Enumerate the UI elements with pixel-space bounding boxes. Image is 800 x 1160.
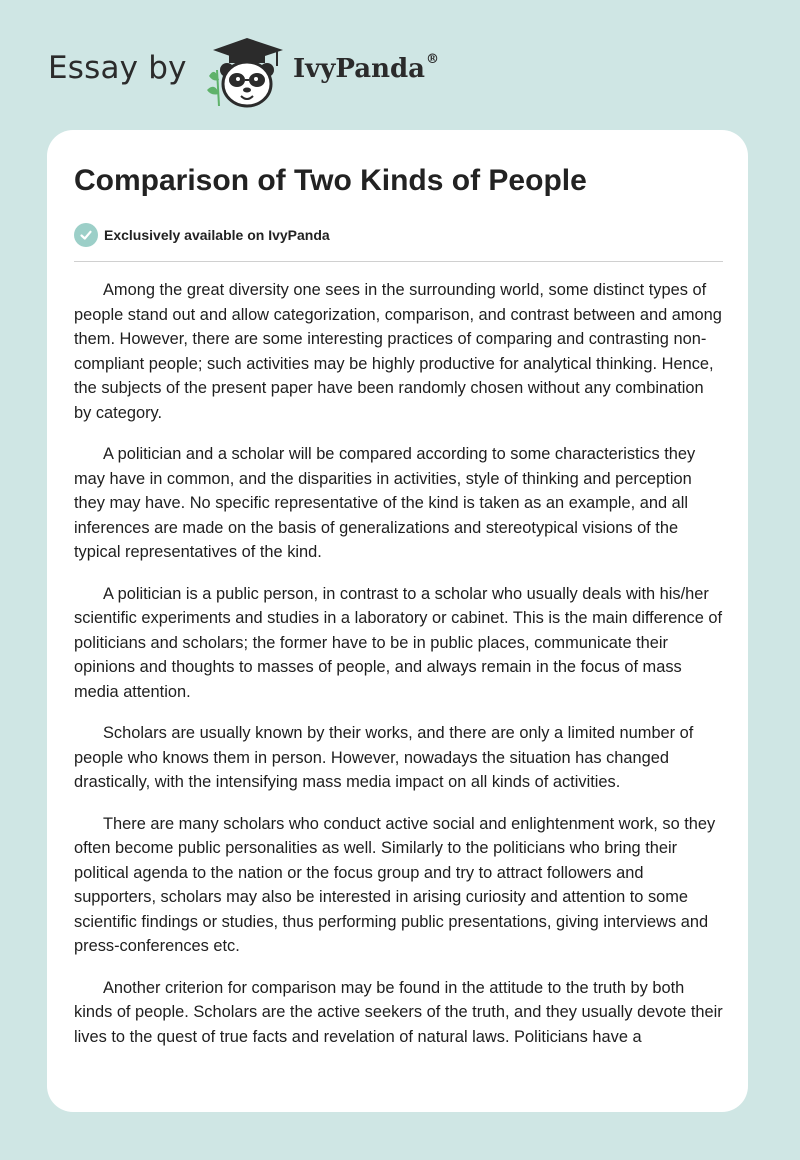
paragraph: A politician is a public person, in contrast to a scholar who usually deals with his/her scientific experiments and studies in a laboratory or cabinet. This is the main difference of politicians and scholars; the former have to be in public places, communicate their opinions and thoughts to masses of people, and always remain in the focus of mass media attention.	[74, 584, 723, 701]
essay-by-label: Essay by	[48, 50, 187, 86]
paragraph: Another criterion for comparison may be found in the attitude to the truth by both kinds of people. Scholars are the active seekers of the truth, and they usually devote their lives to the quest of true facts and revelation of natural laws. Politicians have a	[74, 978, 723, 1046]
brand-logo-text[interactable]: IvyPanda®	[293, 52, 440, 84]
paragraph: Among the great diversity one sees in the surrounding world, some distinct types of people stand out and allow categorization, comparison, and contrast between and among them. However, there are some interesting practices of comparing and contrasting non-compliant people; such activities may be highly productive for analytical thinking. Hence, the subjects of the present paper have been randomly chosen without any combination by category.	[74, 281, 722, 422]
paragraph: A politician and a scholar will be compared according to some characteristics they may have in common, and the disparities in activities, style of thinking and perception they may have. No specific representative of the kind is taken as an example, and all inferences are made on the basis of generalizations and stereotypical visions of the typical representatives of the kind.	[74, 445, 696, 561]
essay-body	[74, 278, 724, 1066]
panda-graduate-icon[interactable]	[203, 36, 287, 110]
exclusive-badge	[74, 223, 330, 247]
divider	[74, 261, 723, 262]
site-header	[48, 32, 748, 112]
check-circle-icon	[74, 223, 98, 247]
essay-card	[47, 130, 748, 1112]
exclusive-badge-label: Exclusively available on IvyPanda	[104, 227, 330, 243]
paragraph: There are many scholars who conduct active social and enlightenment work, so they often become public personalities as well. Similarly to the politicians who bring their political agenda to the nation or the focus group and try to attract followers and supporters, scholars may also be interested in arising curiosity and attention to some scientific findings or studies, thus performing public presentations, giving interviews and press-conferences etc.	[74, 814, 716, 955]
page-title: Comparison of Two Kinds of People	[74, 164, 587, 197]
paragraph: Scholars are usually known by their works, and there are only a limited number of people who knows them in person. However, nowadays the situation has changed drastically, with the intensifying mass media impact on all kinds of activities.	[74, 724, 694, 791]
